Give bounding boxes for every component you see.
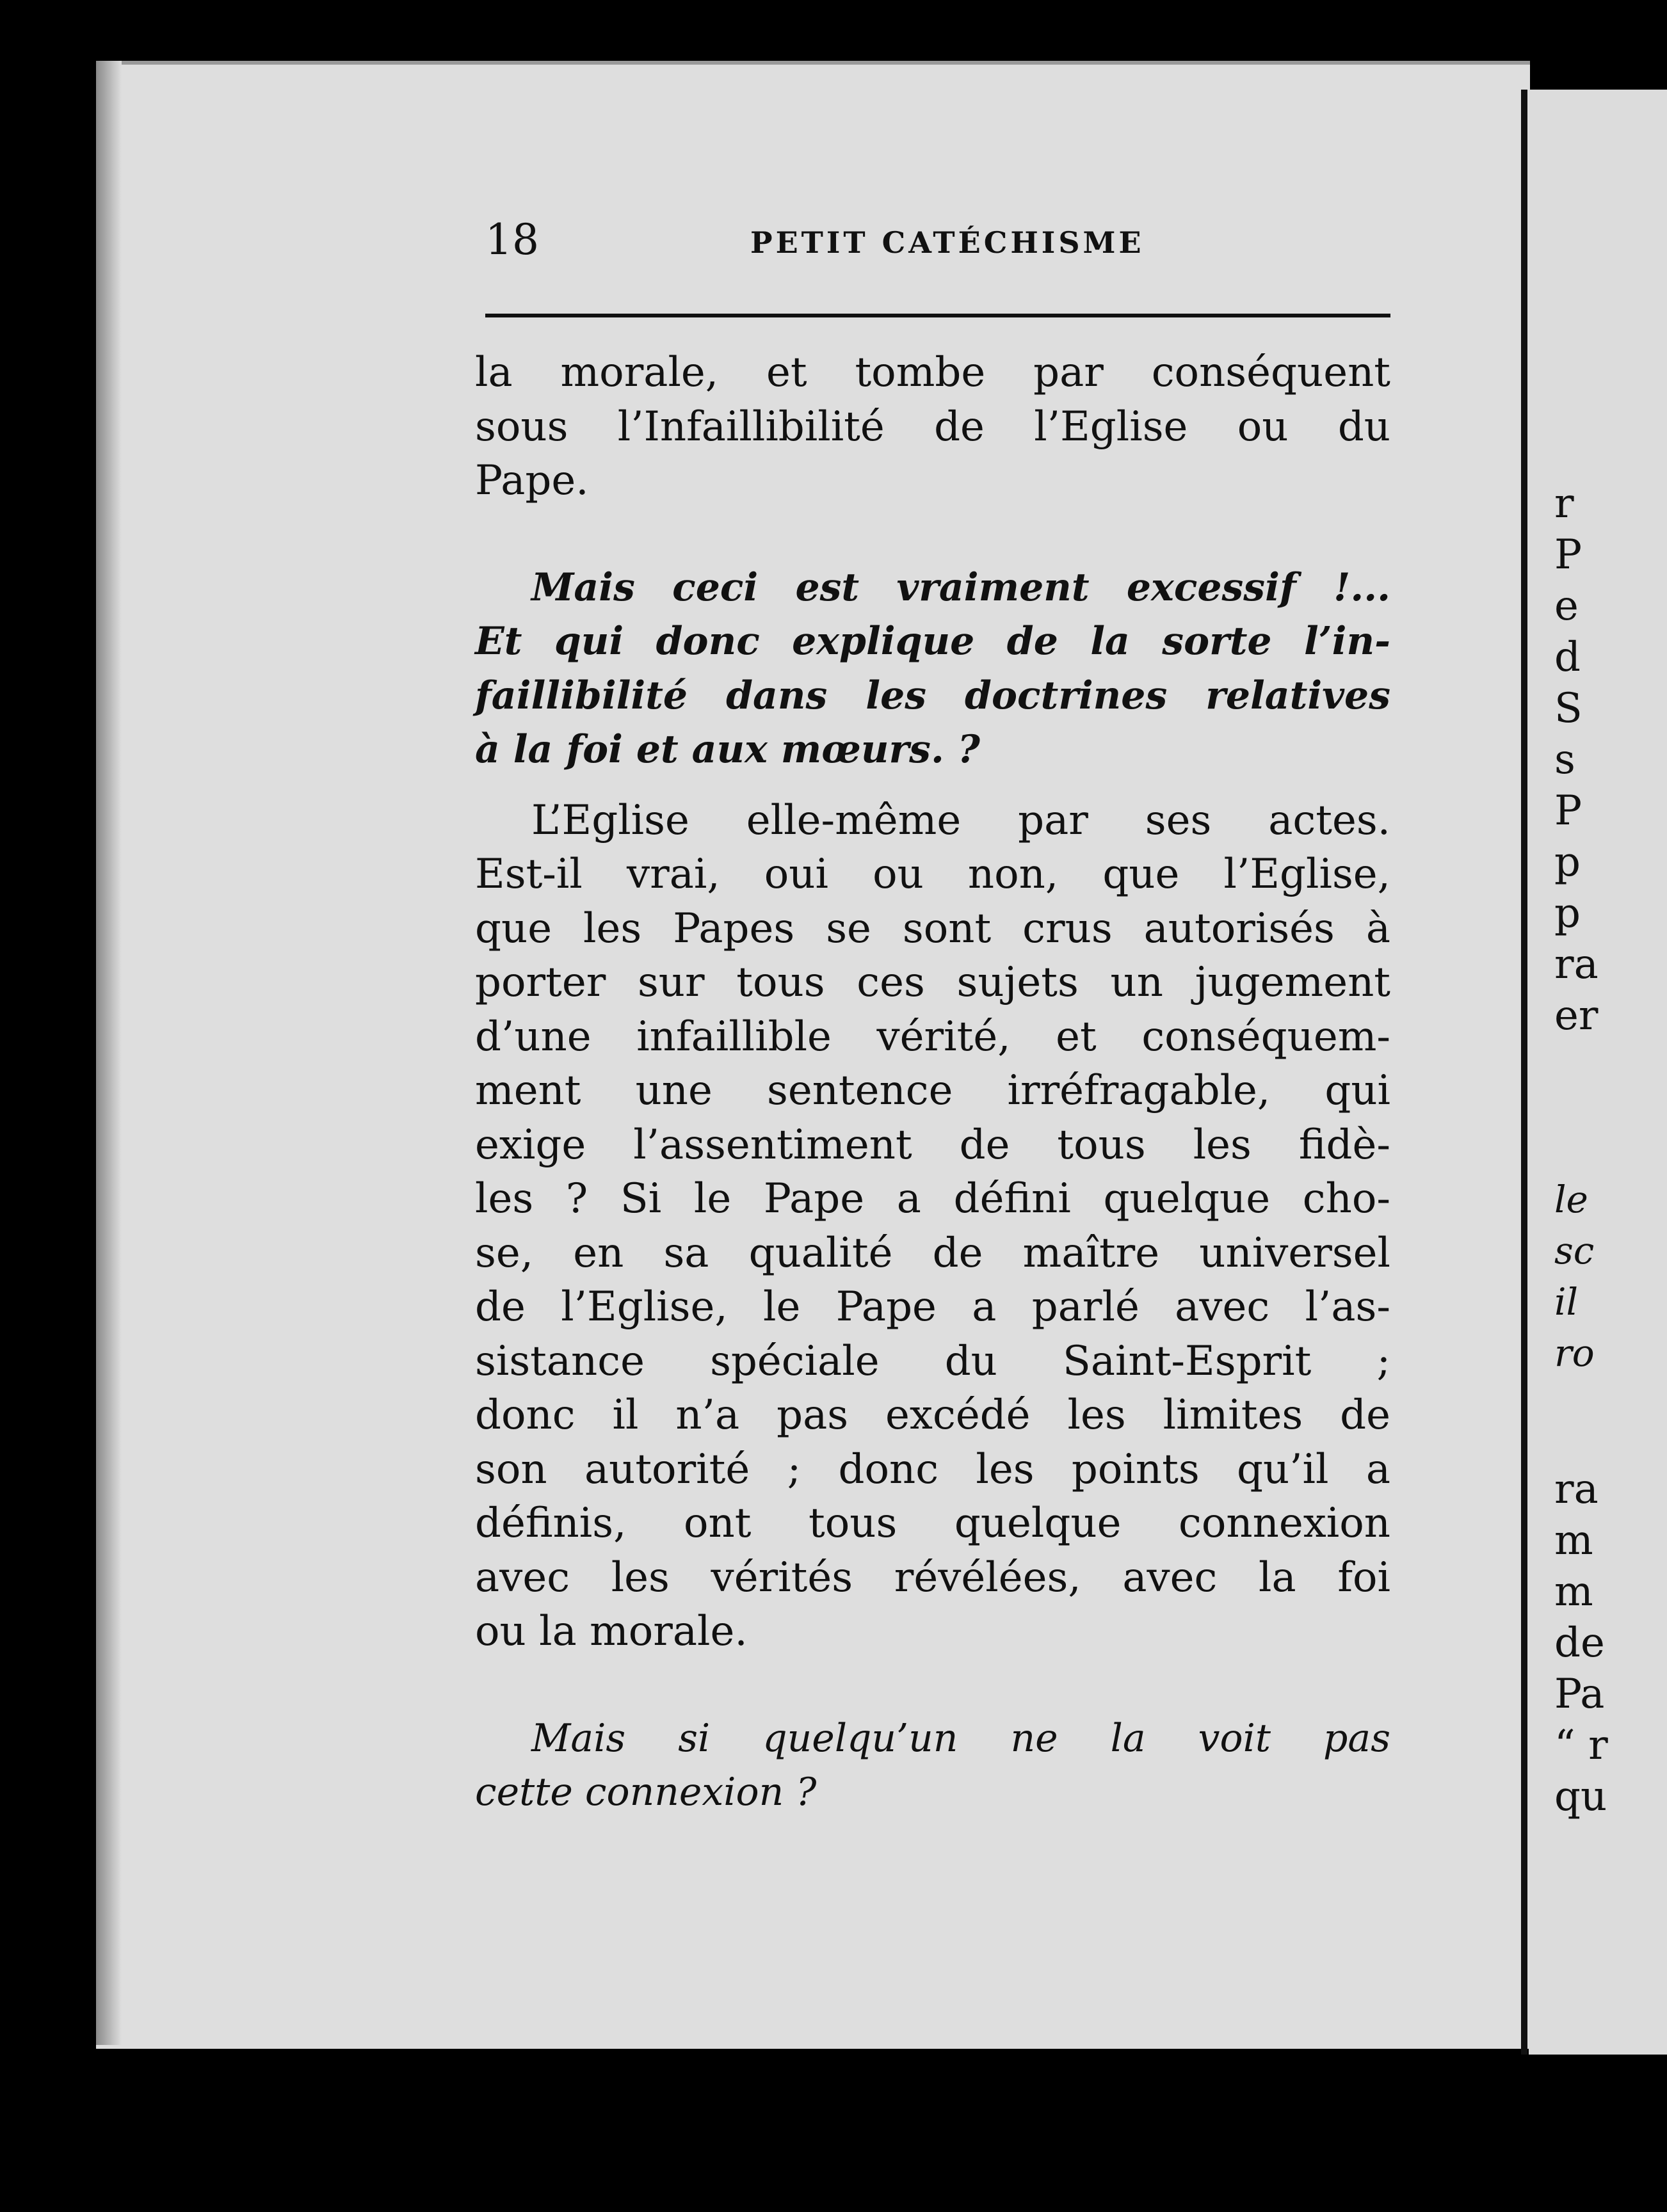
facing-page-fragment: ra [1554, 941, 1599, 988]
text-line: cette connexion ? [475, 1770, 817, 1815]
facing-page-fragment: m [1554, 1517, 1593, 1564]
text-line: définis, ont tous quelque connexion [475, 1500, 1390, 1547]
answer-paragraph-cont [475, 847, 1390, 1659]
facing-page-fragment: ro [1554, 1331, 1595, 1375]
facing-page-fragment: e [1554, 582, 1579, 630]
question-paragraph-cont [475, 614, 1390, 777]
page-header [485, 211, 1390, 275]
text-line: Mais ceci est vraiment excessif !... [531, 565, 1390, 610]
facing-page-fragment: er [1554, 992, 1599, 1039]
page-edge-shadow [96, 61, 122, 2045]
text-line: sistance spéciale du Saint-Esprit ; [475, 1337, 1390, 1385]
question-paragraph-cont [475, 1765, 1390, 1820]
text-line: les ? Si le Pape a défini quelque cho- [475, 1175, 1390, 1222]
facing-page-fragment: qu [1554, 1773, 1607, 1820]
facing-page-fragment: p [1554, 890, 1581, 937]
text-line: sous l’Infaillibilité de l’Eglise ou du [475, 403, 1390, 451]
question-paragraph [475, 1711, 1390, 1766]
text-line: la morale, et tombe par conséquent [475, 349, 1390, 396]
text-line: que les Papes se sont crus autorisés à [475, 904, 1390, 952]
book-gutter [1521, 90, 1527, 2055]
facing-page-fragment: d [1554, 634, 1581, 681]
text-line: son autorité ; donc les points qu’il a [475, 1445, 1390, 1493]
facing-page-fragment: le [1554, 1178, 1588, 1221]
facing-page-fragment: S [1554, 685, 1582, 732]
text-line: porter sur tous ces sujets un jugement [475, 959, 1390, 1006]
answer-paragraph [475, 794, 1390, 848]
facing-page-fragment: s [1554, 736, 1575, 783]
facing-page-fragment: P [1554, 531, 1582, 579]
facing-page-fragment: m [1554, 1568, 1593, 1615]
facing-page-fragment: P [1554, 787, 1582, 835]
text-line: se, en sa qualité de maître universel [475, 1229, 1390, 1277]
facing-page-fragment: r [1554, 480, 1574, 527]
question-paragraph [475, 561, 1390, 615]
header-rule [485, 314, 1390, 317]
paragraph-continuation [475, 346, 1390, 508]
text-line: L’Eglise elle-même par ses actes. [531, 796, 1390, 844]
text-line: de l’Eglise, le Pape a parlé avec l’as- [475, 1283, 1390, 1331]
text-line: d’une infaillible vérité, et conséquem- [475, 1013, 1390, 1061]
page-body [475, 346, 1390, 1820]
text-line: Est-il vrai, oui ou non, que l’Eglise, [475, 851, 1390, 898]
text-line: donc il n’a pas excédé les limites de [475, 1391, 1390, 1439]
facing-page-edge [1529, 90, 1667, 2055]
page-number: 18 [485, 215, 539, 264]
text-line: Et qui donc explique de la sorte l’in- [475, 619, 1390, 664]
text-line: ou la morale. [475, 1608, 748, 1655]
text-line: faillibilité dans les doctrines relatives [475, 673, 1390, 718]
facing-page-fragment: de [1554, 1619, 1605, 1667]
text-line: Mais si quelqu’un ne la voit pas [531, 1715, 1390, 1761]
text-line: avec les vérités révélées, avec la foi [475, 1553, 1390, 1601]
facing-page-fragment: “ r [1554, 1722, 1608, 1769]
text-line: exige l’assentiment de tous les fidè- [475, 1121, 1390, 1169]
text-line: ment une sentence irréfragable, qui [475, 1067, 1390, 1114]
text-line: à la foi et aux mœurs. ? [475, 727, 980, 772]
facing-page-fragment: Pa [1554, 1671, 1605, 1718]
facing-page-fragment: ra [1554, 1466, 1599, 1513]
facing-page-fragment: p [1554, 838, 1581, 886]
facing-page-fragment: il [1554, 1280, 1579, 1324]
running-title: PETIT CATÉCHISME [750, 225, 1145, 260]
text-line: Pape. [475, 457, 589, 504]
facing-page-fragment: sc [1554, 1229, 1595, 1272]
